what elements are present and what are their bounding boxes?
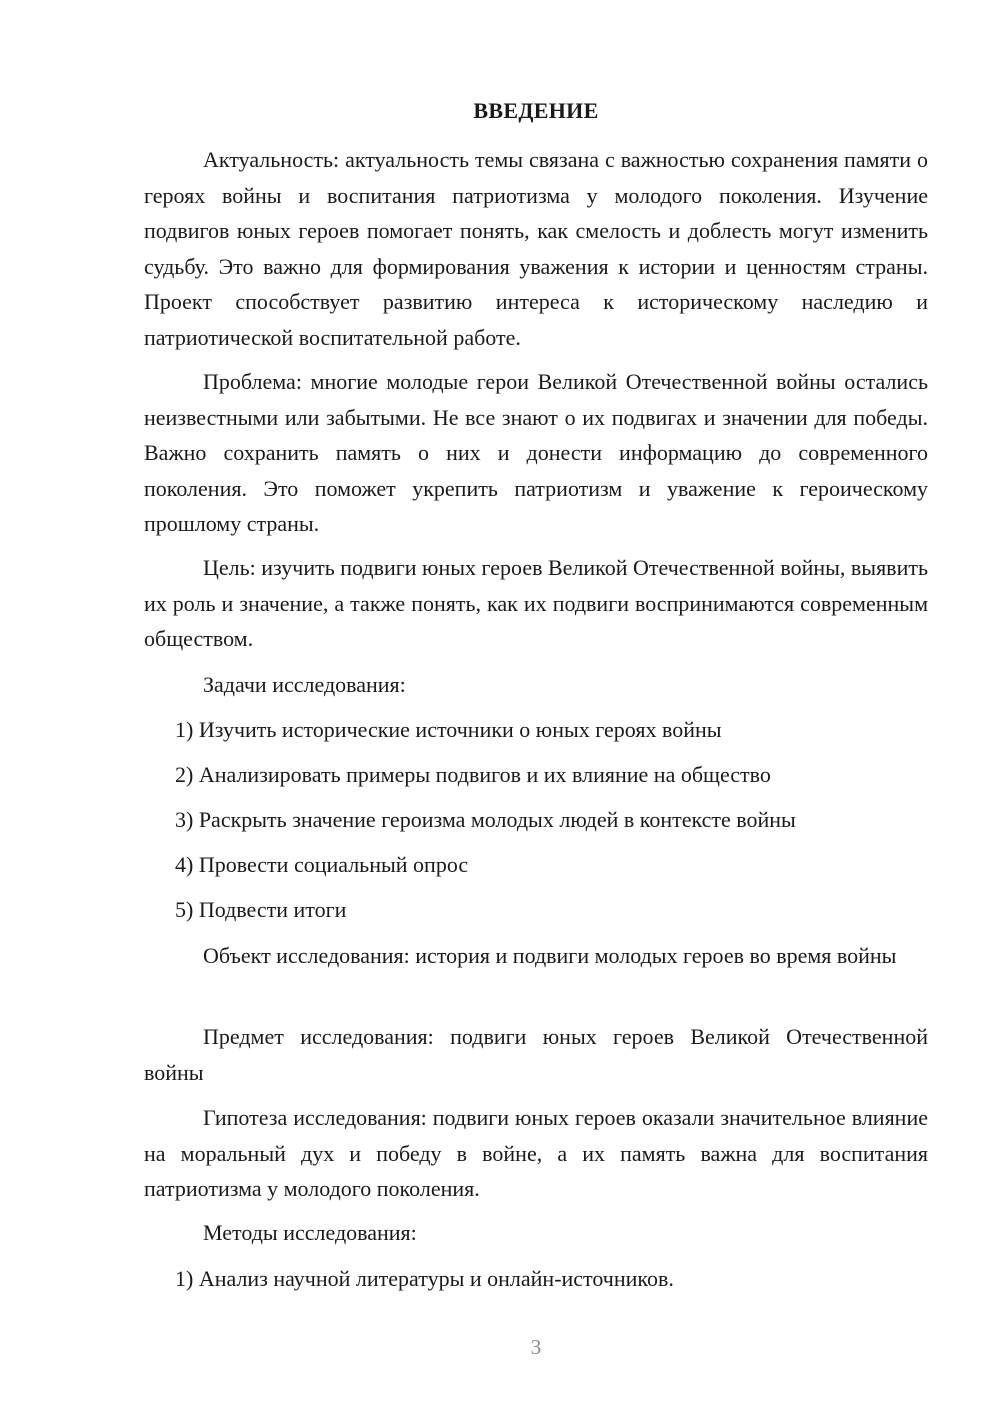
object-paragraph: Объект исследования: история и подвиги молодых героев во время войны [203,943,897,968]
goal-paragraph: Цель: изучить подвиги юных героев Великой Отечественной войны, выявить их роль и значение, а также понять, как их подвиги воспринимаются современным обществом. [144,555,928,651]
hypothesis-paragraph: Гипотеза исследования: подвиги юных героев оказали значительное влияние на моральный дух и победу в войне, а их память важна для воспитания патриотизма у молодого поколения. [144,1105,928,1201]
page-number: 3 [530,1335,542,1359]
methods-heading: Методы исследования: [203,1220,417,1245]
document-page [144,0,928,1414]
subject-paragraph: Предмет исследования: подвиги юных героев Великой Отечественной войны [144,1024,928,1085]
task-item: 3) Раскрыть значение героизма молодых людей в контексте войны [175,807,796,832]
task-item: 5) Подвести итоги [175,897,347,922]
tasks-heading: Задачи исследования: [203,672,406,697]
task-item: 2) Анализировать примеры подвигов и их влияние на общество [175,762,771,787]
actuality-paragraph: Актуальность: актуальность темы связана с важностью сохранения памяти о героях войны и воспитания патриотизма у молодого поколения. Изучение подвигов юных героев помогает понять, как смелость и доблесть могут изменить судьбу. Это важно для формирования уважения к истории и ценностям страны. Проект способствует развитию интереса к историческому наследию и патриотической воспитательной работе. [144,147,928,350]
section-title: ВВЕДЕНИЕ [473,98,599,123]
problem-paragraph: Проблема: многие молодые герои Великой Отечественной войны остались неизвестными или забытыми. Не все знают о их подвигах и значении для победы. Важно сохранить память о них и донести информацию до современного поколения. Это поможет укрепить патриотизм и уважение к героическому прошлому страны. [144,369,928,536]
task-item: 4) Провести социальный опрос [175,852,469,877]
task-item: 1) Изучить исторические источники о юных героях войны [175,717,722,742]
method-item: 1) Анализ научной литературы и онлайн-источников. [175,1266,674,1291]
